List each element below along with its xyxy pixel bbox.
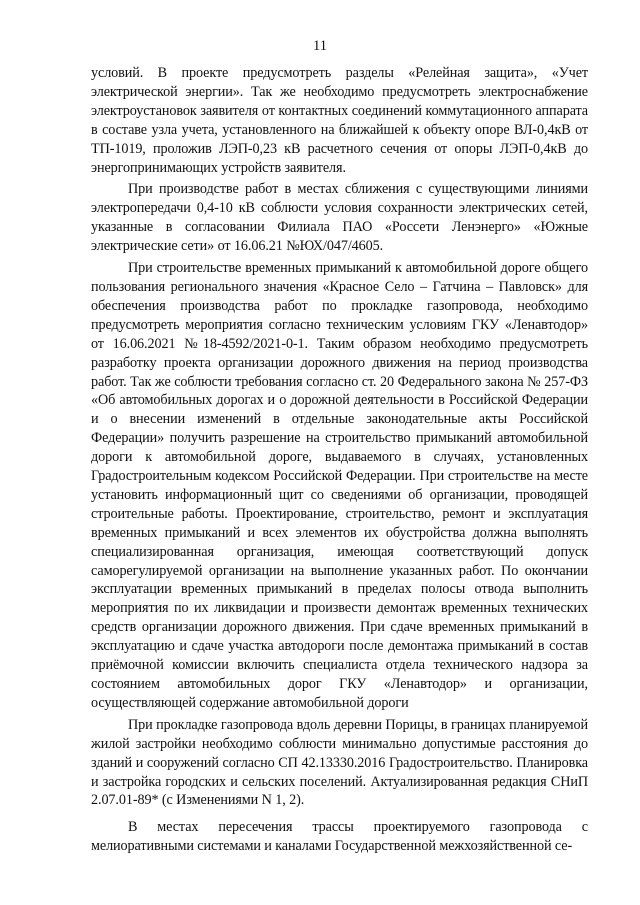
paragraph-road-junctions: При строительстве временных примыканий к автомобильной дороге общего пользования регионального значения «Красное Село – Гатчина – Павловск» для обеспечения производства работ по прокладке газопровода, необходимо предусмотреть мероприятия согласно техническим условиям ГКУ «Ленавтодор» от 16.06.2021 №18-4592/2021-0-1. Таким образом необходимо предусмотреть разработку проекта организации дорожного движения на период производства работ. Так же соблюсти требования согласно ст. 20 Федерального закона № 257-ФЗ «Об автомобильных дорогах и о дорожной деятельности в Российской Федерации и о внесении изменений в отдельные законодательные акты Российской Федерации» получить разрешение на строительство примыканий автомобильной дороги к автомобильной дороге, выдаваемого в случаях, установленных Градостроительным кодексом Российской Федерации. При строительстве на месте установить информационный щит со сведениями об организации, проводящей строительные работы. Проектирование, строительство, ремонт и эксплуатация временных примыканий и всех элементов их обустройства должна выполнять специализированная организация, имеющая соответствующий допуск саморегулируемой организации на выполнение указанных работ. По окончании эксплуатации временных примыканий в пределах полосы отвода выполнить мероприятия по их ликвидации и произвести демонтаж временных технических средств организации дорожного движения. При сдаче временных примыканий в эксплуатацию и сдаче участка автодороги после демонтажа примыканий в состав приёмочной комиссии включить специалиста отдела технического надзора за состоянием автомобильных дорог ГКУ «Ленавтодор» и организации, осуществляющей содержание автомобильной дороги: [91, 260, 588, 711]
paragraph-porits-village: При прокладке газопровода вдоль деревни Порицы, в границах планируемой жилой застройки необходимо соблюсти минимально допустимые расстояния до зданий и сооружений согласно СП 42.13330.2016 Градостроительство. Планировка и застройка городских и сельских поселений. Актуализированная редакция СНиП 2.07.01-89* (с Изменениями N 1, 2).: [91, 716, 588, 809]
paragraph-melioration: В местах пересечения трассы проектируемого газопровода с мелиоративными системами и каналами Государственной межхозяйственной се-: [91, 819, 588, 855]
paragraph-continuation: условий. В проекте предусмотреть разделы «Релейная защита», «Учет электрической энергии». Так же необходимо предусмотреть электроснабжение электроустановок заявителя от контактных соединений коммутационного аппарата в составе узла учета, установленного на ближайшей к объекту опоре ВЛ-0,4кВ от ТП-1019, проложив ЛЭП-0,23 кВ расчетного сечения от опоры ЛЭП-0,4кВ до энергопринимающих устройств заявителя.: [91, 65, 588, 176]
body-text: [91, 64, 588, 856]
paragraph-power-lines: При производстве работ в местах сближения с существующими линиями электропередачи 0,4-10 кВ соблюсти условия сохранности электрических сетей, указанные в согласовании Филиала ПАО «Россети Ленэнерго» «Южные электрические сети» от 16.06.21 №ЮХ/047/4605.: [91, 181, 588, 255]
page-number: 11: [313, 38, 327, 54]
